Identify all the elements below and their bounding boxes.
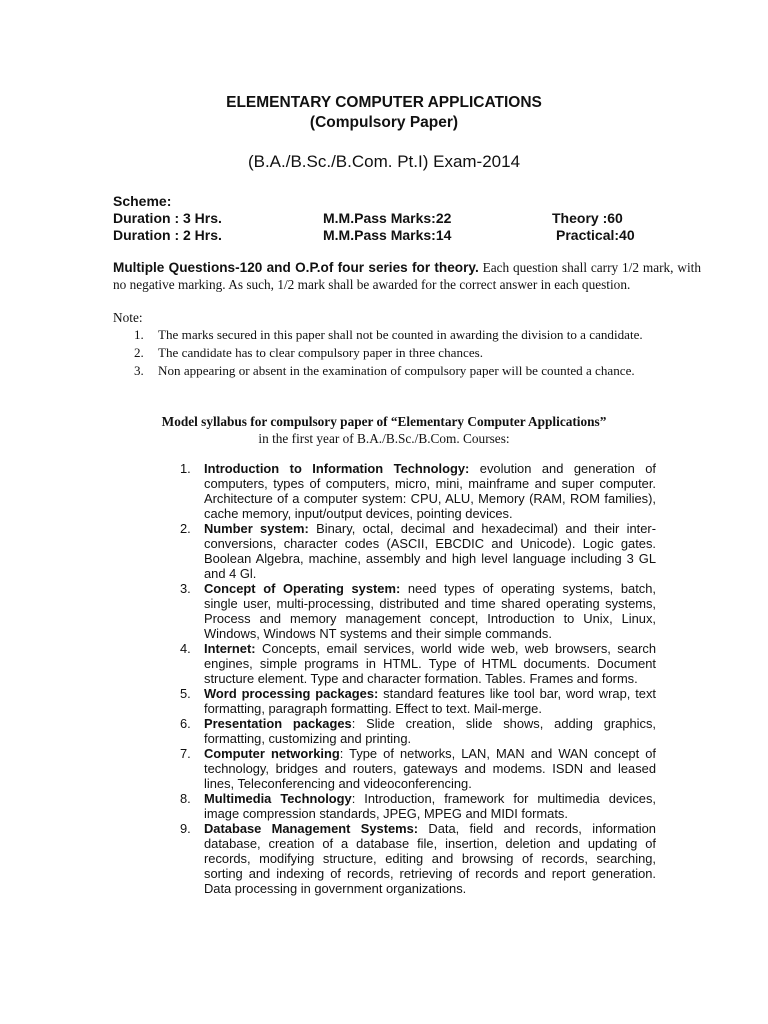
syllabus-item xyxy=(180,461,656,521)
syllabus-topic: Introduction to Information Technology: xyxy=(204,461,470,476)
syllabus-topic: Internet: xyxy=(204,641,256,656)
syllabus-topic: Number system: xyxy=(204,521,309,536)
syllabus-number: 5. xyxy=(180,686,191,701)
syllabus-item xyxy=(180,581,656,641)
syllabus-text: : Introduction, framework for multimedia devices, image compression standards, JPEG, MPEG and MIDI formats. xyxy=(204,791,657,821)
syllabus-text: standard features like tool bar, word wrap, text formatting, paragraph formatting. Effect to text. Mail-merge. xyxy=(204,686,656,716)
model-syllabus-subheading: in the first year of B.A./B.Sc./B.Com. Courses: xyxy=(258,431,510,446)
syllabus-item xyxy=(180,716,656,746)
syllabus-topic: Multimedia Technology xyxy=(204,791,352,806)
syllabus-text: : Type of networks, LAN, MAN and WAN concept of technology, bridges and routers, gateways and modems. ISDN and leased lines, Teleconferencing and videoconferencing. xyxy=(204,746,656,791)
syllabus-number: 2. xyxy=(180,521,191,536)
syllabus-text: Concepts, email services, world wide web, web browsers, search engines, simple programs in HTML. Type of HTML documents. Document structure element. Type and character formation. Tables. Frames and forms. xyxy=(204,641,656,686)
scheme-row xyxy=(113,227,673,245)
syllabus-number: 8. xyxy=(180,791,191,806)
syllabus-text: Data, field and records, information database, creation of a database file, insertion, deletion and updating of records, modifying structure, editing and browsing of records, searching, sorting and indexing of records, retrieving of records and report generation. Data processing in government organizations. xyxy=(204,821,656,896)
syllabus-text: evolution and generation of computers, types of computers, micro, mini, mainframe and super computer. Architecture of a computer system: CPU, ALU, Memory (RAM, ROM families), cache memory, input/output devices, pointing devices. xyxy=(204,461,656,521)
syllabus-list xyxy=(180,461,656,896)
syllabus-topic: Database Management Systems: xyxy=(204,821,419,836)
note-item xyxy=(113,326,701,343)
syllabus-text: : Slide creation, slide shows, adding graphics, formatting, customizing and printing. xyxy=(204,716,656,746)
mcq-heading: Multiple Questions-120 and O.P.of four series for theory. xyxy=(113,260,479,275)
note-text: The candidate has to clear compulsory paper in three chances. xyxy=(158,345,484,360)
syllabus-item xyxy=(180,641,656,686)
duration-text: Duration : 3 Hrs. xyxy=(113,210,222,226)
syllabus-topic: Presentation packages xyxy=(204,716,352,731)
document-subtitle: (Compulsory Paper) xyxy=(309,114,459,131)
syllabus-topic: Concept of Operating system: xyxy=(204,581,401,596)
syllabus-number: 1. xyxy=(180,461,191,476)
syllabus-item xyxy=(180,521,656,581)
paper-type-text: Theory :60 xyxy=(552,210,623,226)
exam-line: (B.A./B.Sc./B.Com. Pt.I) Exam-2014 xyxy=(247,152,521,171)
syllabus-item xyxy=(180,686,656,716)
pass-marks-text: M.M.Pass Marks:22 xyxy=(323,210,452,226)
syllabus-item xyxy=(180,821,656,896)
syllabus-item xyxy=(180,746,656,791)
note-item xyxy=(113,362,701,379)
notes-list xyxy=(113,326,701,380)
syllabus-text: need types of operating systems, batch, single user, multi-processing, distributed and time shared operating systems, Process and memory management concept, Introduction to Unix, Linux, Windows, Windows NT systems and their simple commands. xyxy=(204,581,656,641)
syllabus-number: 3. xyxy=(180,581,191,596)
note-label: Note: xyxy=(113,310,143,325)
syllabus-topic: Word processing packages: xyxy=(204,686,379,701)
duration-text: Duration : 2 Hrs. xyxy=(113,227,222,243)
syllabus-topic: Computer networking xyxy=(204,746,340,761)
note-item xyxy=(113,344,701,361)
document-title: ELEMENTARY COMPUTER APPLICATIONS xyxy=(226,94,542,111)
syllabus-number: 9. xyxy=(180,821,191,836)
note-text: Non appearing or absent in the examination of compulsory paper will be counted a chance. xyxy=(158,363,635,378)
scheme-label: Scheme: xyxy=(113,193,172,209)
note-text: The marks secured in this paper shall not be counted in awarding the division to a candidate. xyxy=(158,327,643,342)
model-syllabus-heading: Model syllabus for compulsory paper of “Elementary Computer Applications” xyxy=(161,414,607,429)
scheme-row xyxy=(113,210,673,228)
note-number: 1. xyxy=(134,327,144,342)
note-number: 3. xyxy=(134,363,144,378)
syllabus-number: 6. xyxy=(180,716,191,731)
syllabus-number: 4. xyxy=(180,641,191,656)
syllabus-number: 7. xyxy=(180,746,191,761)
pass-marks-text: M.M.Pass Marks:14 xyxy=(323,227,452,243)
syllabus-text: Binary, octal, decimal and hexadecimal) and their inter-conversions, character codes (ASCII, EBCDIC and Unicode). Logic gates. Boolean Algebra, machine, assembly and high level language including 3 GL and 4 Gl. xyxy=(204,521,657,581)
mcq-text: Each question shall carry 1/2 mark, with no negative marking. As such, 1/2 mark shall be awarded for the correct answer in each question. xyxy=(113,260,701,292)
syllabus-item xyxy=(180,791,656,821)
paper-type-text: Practical:40 xyxy=(556,227,635,243)
note-number: 2. xyxy=(134,345,144,360)
mcq-paragraph xyxy=(113,259,701,293)
